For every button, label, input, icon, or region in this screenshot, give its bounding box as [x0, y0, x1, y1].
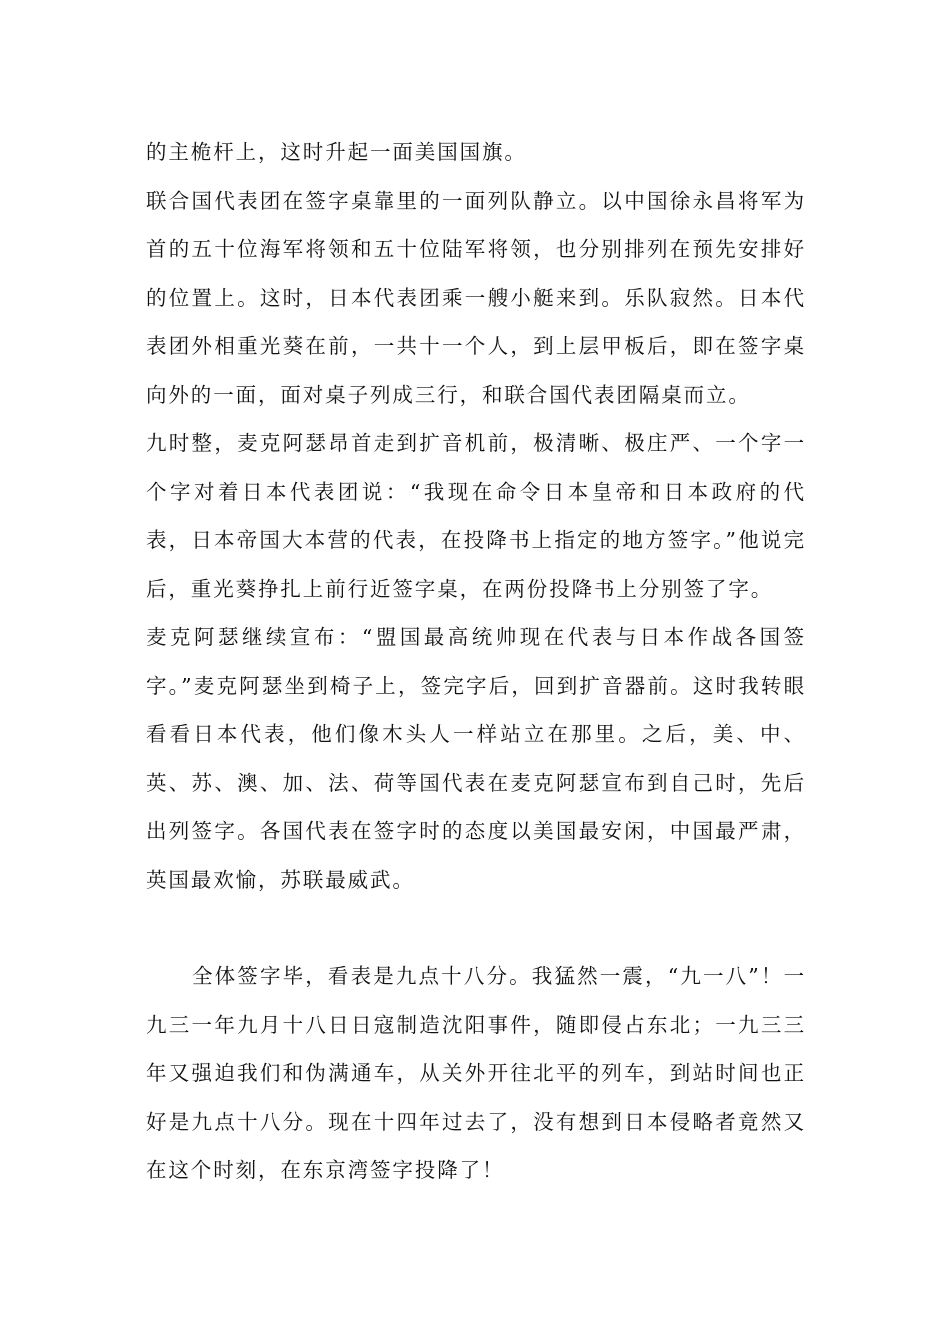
- document-body: [146, 128, 806, 1195]
- paragraph-5: 全体签字毕，看表是九点十八分。我猛然一震，“九一八”！一九三一年九月十八日日寇制造沈阳事件，随即侵占东北；一九三三年又强迫我们和伪满通车，从关外开往北平的列车，到站时间也正好是九点十八分。现在十四年过去了，没有想到日本侵略者竟然又在这个时刻，在东京湾签字投降了！: [146, 964, 806, 1182]
- paragraph-2: 联合国代表团在签字桌靠里的一面列队静立。以中国徐永昌将军为首的五十位海军将领和五十位陆军将领，也分别排列在预先安排好的位置上。这时，日本代表团乘一艘小艇来到。乐队寂然。日本代表团外相重光葵在前，一共十一个人，到上层甲板后，即在签字桌向外的一面，面对桌子列成三行，和联合国代表团隔桌而立。: [146, 188, 806, 407]
- paragraph-1: 的主桅杆上，这时升起一面美国国旗。: [146, 140, 527, 164]
- paragraph-spacer: [146, 904, 806, 952]
- paragraph-3: 九时整，麦克阿瑟昂首走到扩音机前，极清晰、极庄严、一个字一个字对着日本代表团说：“我现在命令日本皇帝和日本政府的代表，日本帝国大本营的代表，在投降书上指定的地方签字。”他说完后，重光葵挣扎上前行近签字桌，在两份投降书上分别签了字。: [146, 431, 806, 601]
- paragraph-4: 麦克阿瑟继续宣布：“盟国最高统帅现在代表与日本作战各国签字。”麦克阿瑟坐到椅子上，签完字后，回到扩音器前。这时我转眼看看日本代表，他们像木头人一样站立在那里。之后，美、中、英、苏、澳、加、法、荷等国代表在麦克阿瑟宣布到自己时，先后出列签字。各国代表在签字时的态度以美国最安闲，中国最严肃，英国最欢愉，苏联最威武。: [146, 625, 806, 892]
